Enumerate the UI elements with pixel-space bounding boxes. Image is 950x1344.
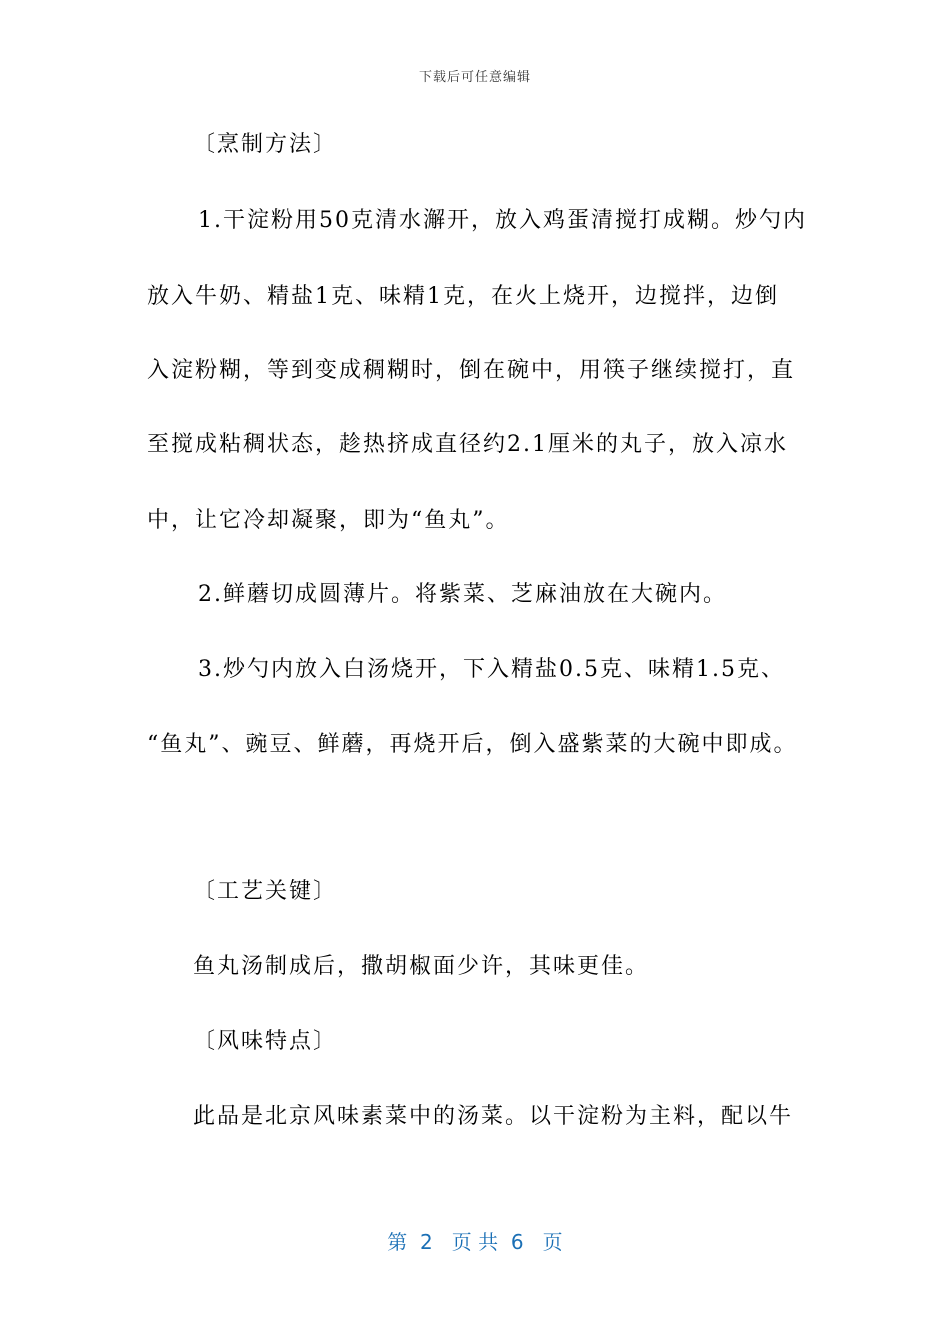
paragraph-line: 鱼丸汤制成后，撒胡椒面少许，其味更佳。 xyxy=(193,954,650,979)
section-heading-key-points: 〔工艺关键〕 xyxy=(193,879,338,904)
paragraph-line: 2.鲜蘑切成圆薄片。将紫菜、芝麻油放在大碗内。 xyxy=(198,582,727,607)
paragraph-line: 此品是北京风味素菜中的汤菜。以干淀粉为主料，配以牛 xyxy=(193,1104,794,1129)
header-note: 下载后可任意编辑 xyxy=(418,70,531,85)
section-heading-flavor-features: 〔风味特点〕 xyxy=(193,1029,338,1054)
section-heading-cooking-method: 〔烹制方法〕 xyxy=(193,132,338,157)
paragraph-line: 中，让它冷却凝聚，即为“鱼丸”。 xyxy=(147,508,510,533)
paragraph-line: 1.干淀粉用50克清水澥开，放入鸡蛋清搅打成糊。炒勺内 xyxy=(198,208,807,233)
paragraph-line: 3.炒勺内放入白汤烧开，下入精盐0.5克、味精1.5克、 xyxy=(198,657,785,682)
page-number-footer: 第 2 页 共 6 页 xyxy=(387,1230,563,1254)
paragraph-line: 至搅成粘稠状态，趁热挤成直径约2.1厘米的丸子，放入凉水 xyxy=(147,432,788,457)
paragraph-line: “鱼丸”、豌豆、鲜蘑，再烧开后，倒入盛紫菜的大碗中即成。 xyxy=(147,732,798,757)
paragraph-line: 放入牛奶、精盐1克、味精1克，在火上烧开，边搅拌，边倒 xyxy=(147,284,779,309)
paragraph-line: 入淀粉糊，等到变成稠糊时，倒在碗中，用筷子继续搅打，直 xyxy=(147,358,796,383)
